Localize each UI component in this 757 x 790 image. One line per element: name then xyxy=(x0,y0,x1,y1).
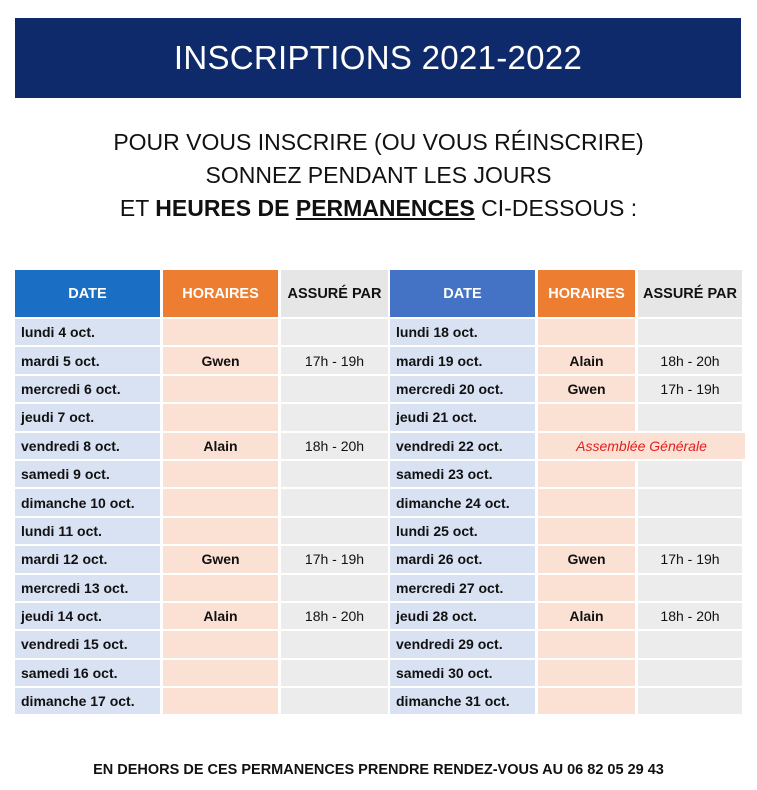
table-row xyxy=(15,575,391,603)
header-date: DATE xyxy=(390,270,538,319)
horaires-cell xyxy=(163,404,281,432)
horaires-cell xyxy=(163,376,281,404)
assure-par-cell xyxy=(281,688,391,716)
table-row xyxy=(390,319,745,347)
assure-par-cell xyxy=(638,660,745,688)
table-row xyxy=(390,376,745,404)
horaires-cell xyxy=(538,575,638,603)
horaires-cell xyxy=(163,631,281,659)
horaires-cell: Gwen xyxy=(538,376,638,404)
date-cell: samedi 23 oct. xyxy=(390,461,538,489)
intro-line-2: SONNEZ PENDANT LES JOURS xyxy=(205,162,552,188)
table-row xyxy=(390,489,745,517)
table-row xyxy=(390,518,745,546)
schedule-table-right xyxy=(390,270,745,716)
horaires-cell: Alain xyxy=(538,347,638,375)
table-row xyxy=(390,603,745,631)
date-cell: mardi 26 oct. xyxy=(390,546,538,574)
date-cell: vendredi 15 oct. xyxy=(15,631,163,659)
date-cell: mercredi 13 oct. xyxy=(15,575,163,603)
date-cell: lundi 25 oct. xyxy=(390,518,538,546)
horaires-cell xyxy=(538,660,638,688)
horaires-cell xyxy=(163,489,281,517)
table-row xyxy=(15,631,391,659)
assure-par-cell xyxy=(638,631,745,659)
header-date: DATE xyxy=(15,270,163,319)
assure-par-cell xyxy=(638,688,745,716)
assure-par-cell xyxy=(281,631,391,659)
horaires-cell: Gwen xyxy=(163,546,281,574)
date-cell: jeudi 7 oct. xyxy=(15,404,163,432)
date-cell: jeudi 21 oct. xyxy=(390,404,538,432)
table-row xyxy=(15,347,391,375)
assure-par-cell xyxy=(281,518,391,546)
horaires-cell xyxy=(163,688,281,716)
date-cell: dimanche 17 oct. xyxy=(15,688,163,716)
footer-note: EN DEHORS DE CES PERMANENCES PRENDRE RENDEZ-VOUS AU 06 82 05 29 43 xyxy=(93,762,664,778)
title-banner xyxy=(15,18,741,98)
table-row xyxy=(390,433,745,461)
date-cell: mardi 12 oct. xyxy=(15,546,163,574)
date-cell: mercredi 6 oct. xyxy=(15,376,163,404)
horaires-cell xyxy=(538,461,638,489)
date-cell: jeudi 28 oct. xyxy=(390,603,538,631)
horaires-cell: Alain xyxy=(163,433,281,461)
table-row xyxy=(15,376,391,404)
assure-par-cell xyxy=(281,319,391,347)
table-row xyxy=(15,518,391,546)
assure-par-cell: 17h - 19h xyxy=(638,546,745,574)
assure-par-cell xyxy=(281,376,391,404)
table-header-row xyxy=(15,270,391,319)
horaires-cell: Alain xyxy=(538,603,638,631)
table-row xyxy=(15,660,391,688)
table-row xyxy=(15,461,391,489)
assure-par-cell xyxy=(281,404,391,432)
date-cell: vendredi 22 oct. xyxy=(390,433,538,461)
horaires-cell: Alain xyxy=(163,603,281,631)
assure-par-cell xyxy=(638,489,745,517)
date-cell: jeudi 14 oct. xyxy=(15,603,163,631)
table-row xyxy=(390,660,745,688)
header-assure-par: ASSURÉ PAR xyxy=(638,270,745,319)
table-row xyxy=(15,404,391,432)
date-cell: dimanche 24 oct. xyxy=(390,489,538,517)
date-cell: mercredi 20 oct. xyxy=(390,376,538,404)
assure-par-cell: 18h - 20h xyxy=(281,433,391,461)
date-cell: samedi 9 oct. xyxy=(15,461,163,489)
page-title: INSCRIPTIONS 2021-2022 xyxy=(173,39,583,76)
horaires-cell: Gwen xyxy=(538,546,638,574)
event-cell: Assemblée Générale xyxy=(538,433,745,461)
assure-par-cell: 18h - 20h xyxy=(638,603,745,631)
horaires-cell xyxy=(538,489,638,517)
date-cell: mardi 19 oct. xyxy=(390,347,538,375)
date-cell: mercredi 27 oct. xyxy=(390,575,538,603)
date-cell: dimanche 31 oct. xyxy=(390,688,538,716)
table-header-row xyxy=(390,270,745,319)
header-horaires: HORAIRES xyxy=(163,270,281,319)
table-row xyxy=(390,347,745,375)
header-horaires: HORAIRES xyxy=(538,270,638,319)
assure-par-cell xyxy=(638,319,745,347)
assure-par-cell: 17h - 19h xyxy=(638,376,745,404)
horaires-cell xyxy=(538,688,638,716)
assure-par-cell xyxy=(638,518,745,546)
intro-line-1: POUR VOUS INSCRIRE (OU VOUS RÉINSCRIRE) xyxy=(113,129,644,155)
horaires-cell: Gwen xyxy=(163,347,281,375)
date-cell: mardi 5 oct. xyxy=(15,347,163,375)
intro-line-3-bold: HEURES DE xyxy=(155,195,296,221)
table-row xyxy=(390,404,745,432)
table-row xyxy=(15,433,391,461)
date-cell: lundi 11 oct. xyxy=(15,518,163,546)
assure-par-cell xyxy=(638,575,745,603)
table-row xyxy=(15,603,391,631)
intro-line-3 xyxy=(0,192,757,225)
date-cell: lundi 4 oct. xyxy=(15,319,163,347)
date-cell: samedi 30 oct. xyxy=(390,660,538,688)
assure-par-cell xyxy=(281,461,391,489)
date-cell: lundi 18 oct. xyxy=(390,319,538,347)
horaires-cell xyxy=(163,518,281,546)
assure-par-cell xyxy=(638,404,745,432)
assure-par-cell xyxy=(281,489,391,517)
intro-text xyxy=(0,126,757,225)
table-row xyxy=(390,575,745,603)
date-cell: samedi 16 oct. xyxy=(15,660,163,688)
table-row xyxy=(15,688,391,716)
intro-line-3-suffix: CI-DESSOUS : xyxy=(474,195,638,221)
schedule-table-left xyxy=(15,270,391,716)
horaires-cell xyxy=(538,404,638,432)
intro-line-3-prefix: ET xyxy=(119,195,156,221)
horaires-cell xyxy=(163,660,281,688)
horaires-cell xyxy=(538,631,638,659)
intro-line-3-underlined: PERMANENCES xyxy=(295,195,475,221)
date-cell: vendredi 8 oct. xyxy=(15,433,163,461)
header-assure-par: ASSURÉ PAR xyxy=(281,270,391,319)
table-row xyxy=(15,489,391,517)
assure-par-cell: 18h - 20h xyxy=(638,347,745,375)
table-row xyxy=(15,546,391,574)
table-row xyxy=(390,631,745,659)
assure-par-cell: 18h - 20h xyxy=(281,603,391,631)
horaires-cell xyxy=(538,518,638,546)
date-cell: vendredi 29 oct. xyxy=(390,631,538,659)
assure-par-cell xyxy=(281,575,391,603)
horaires-cell xyxy=(163,461,281,489)
table-row xyxy=(390,461,745,489)
table-row xyxy=(390,688,745,716)
horaires-cell xyxy=(538,319,638,347)
assure-par-cell: 17h - 19h xyxy=(281,347,391,375)
horaires-cell xyxy=(163,575,281,603)
assure-par-cell xyxy=(638,461,745,489)
table-row xyxy=(15,319,391,347)
horaires-cell xyxy=(163,319,281,347)
table-row xyxy=(390,546,745,574)
assure-par-cell xyxy=(281,660,391,688)
date-cell: dimanche 10 oct. xyxy=(15,489,163,517)
assure-par-cell: 17h - 19h xyxy=(281,546,391,574)
